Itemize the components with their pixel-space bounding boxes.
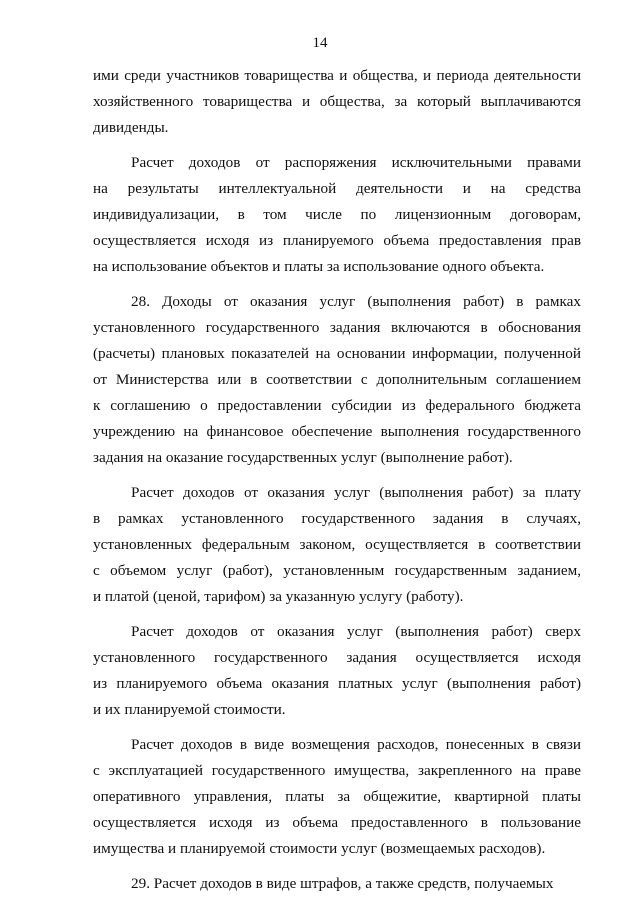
text-line: и их планируемой стоимости. [93,701,286,718]
text-line: на использование объектов и платы за использование одного объекта. [93,258,545,275]
paragraph [93,150,581,280]
text-line: от Министерства или в соответствии с дополнительным соглашением [93,371,581,388]
text-line: учреждению на финансовое обеспечение выполнения государственного [93,423,581,440]
text-line: ими среди участников товарищества и общества, и периода деятельности [93,67,581,84]
text-line: в рамках установленного государственного задания в случаях, [93,510,581,527]
paragraph [93,480,581,610]
text-line: с объемом услуг (работ), установленным государственным заданием, [93,562,581,579]
text-line: имущества и планируемой стоимости услуг (возмещаемых расходов). [93,840,546,857]
text-line: оперативного управления, платы за общежитие, квартирной платы [93,788,581,805]
text-line: установленных федеральным законом, осуществляется в соответствии [93,536,581,553]
text-line: установленного государственного задания включаются в обоснования [93,319,581,336]
paragraph [93,619,581,723]
text-line: задания на оказание государственных услуг (выполнение работ). [93,449,513,466]
text-line: осуществляется исходя из объема предоставленного в пользование [93,814,581,831]
text-line: Расчет доходов от распоряжения исключительными правами [131,154,581,171]
text-line: Расчет доходов от оказания услуг (выполнения работ) за плату [131,484,581,501]
page-number: 14 [312,35,328,51]
text-line: дивиденды. [93,119,169,136]
text-line: и платой (ценой, тарифом) за указанную услугу (работу). [93,588,464,605]
text-line: к соглашению о предоставлении субсидии из федерального бюджета [93,397,581,414]
text-line: Расчет доходов от оказания услуг (выполнения работ) сверх [131,623,581,640]
text-line: хозяйственного товарищества и общества, за который выплачиваются [93,93,581,110]
text-line: 29. Расчет доходов в виде штрафов, а также средств, получаемых [131,875,554,892]
text-line: 28. Доходы от оказания услуг (выполнения работ) в рамках [131,293,581,310]
text-line: (расчеты) плановых показателей на основании информации, полученной [93,345,581,362]
text-line: осуществляется исходя из планируемого объема предоставления прав [93,232,581,249]
paragraph [93,63,581,141]
paragraph [93,871,581,897]
text-line: установленного государственного задания осуществляется исходя [93,649,581,666]
text-line: из планируемого объема оказания платных услуг (выполнения работ) [93,675,581,692]
text-line: на результаты интеллектуальной деятельности и на средства [93,180,581,197]
paragraph [93,289,581,471]
paragraph [93,732,581,862]
text-line: Расчет доходов в виде возмещения расходов, понесенных в связи [131,736,581,753]
text-line: с эксплуатацией государственного имущества, закрепленного на праве [93,762,581,779]
text-line: индивидуализации, в том числе по лицензионным договорам, [93,206,581,223]
document-body [93,63,581,906]
